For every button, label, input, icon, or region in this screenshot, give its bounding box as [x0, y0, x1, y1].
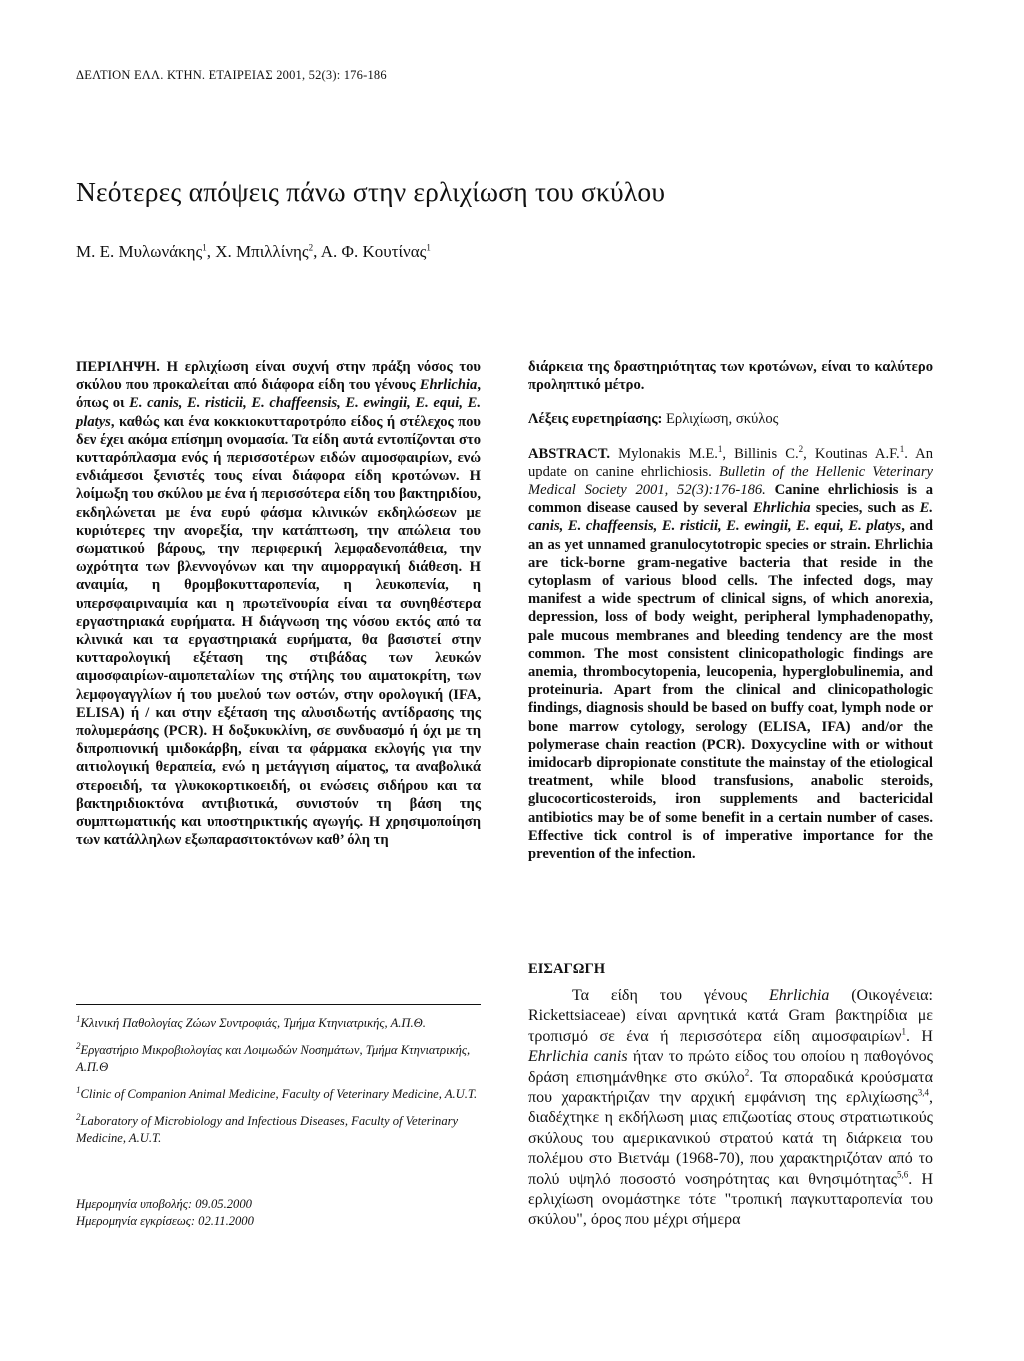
citation-marker: 5,6 [896, 1169, 909, 1180]
citation-author: , Koutinas A.F. [803, 445, 900, 462]
citation-author: Mylonakis M.E. [610, 445, 718, 462]
journal-reference: Bulletin of the Hellenic Veterinary Medical Society 2001, 52(3):176-186. [528, 463, 933, 499]
citation-marker: 1 [901, 1026, 906, 1037]
abstract-text: ΠΕΡΙΛΗΨΗ. Η ερλιχίωση είναι συχνή στην πράξη νόσος του σκύλου που προκαλείται από διάφορα είδη του γένους [76, 359, 481, 394]
footnote-text: Κλινική Παθολογίας Ζώων Συντροφιάς, Τμήμα Κτηνιατρικής, Α.Π.Θ. [80, 1016, 426, 1030]
affiliation-marker: 1 [899, 443, 905, 454]
species-name: Ehrlichia canis [528, 1048, 628, 1066]
citation-title: . An update on canine ehrlichiosis. [528, 445, 934, 480]
footnote-marker: 1 [76, 1084, 81, 1095]
greek-abstract [76, 358, 481, 849]
abstract-text: Canine ehrlichiosis is a common disease caused by several [528, 482, 933, 517]
species-list: E. canis, E. risticii, E. chaffeensis, E. ewingii, E. equi, E. platys [76, 395, 481, 430]
body-text: ήταν το πρώτο είδος του οποίου η παθογόνος δράση επισημάνθηκε στο σκύλο [528, 1048, 933, 1086]
footnote-text: Clinic of Companion Animal Medicine, Faculty of Veterinary Medicine, A.U.T. [80, 1087, 478, 1101]
author-separator: , [313, 242, 321, 261]
author-name: Μ. Ε. Μυλωνάκης [76, 242, 203, 261]
keywords [528, 410, 933, 428]
affiliation-marker: 2 [798, 443, 804, 454]
body-text: , διαδέχτηκε η εκδήλωση μιας επιζωοτίας στους στρατιωτικούς σκύλους του αμερικανικού στρατού κατά τη διάρκεια του πολέμου στο Βιετνάμ (1968-70), που χαρακτηριζόταν από το πολύ υψηλό ποσοστό νοσηρότητας και θνησιμότητας [528, 1089, 933, 1188]
species-list: E. canis, E. chaffeensis, E. risticii, E. ewingii, E. equi, E. platys [528, 500, 933, 535]
body-text: Τα είδη του γένους [572, 987, 769, 1004]
article-title: Νεότερες απόψεις πάνω στην ερλιχίωση του σκύλου [76, 176, 666, 207]
affiliation-marker: 1 [426, 242, 431, 253]
genus-name: Ehrlichia [768, 987, 830, 1004]
right-column [528, 358, 933, 863]
footnote-text: Εργαστήριο Μικροβιολογίας και Λοιμωδών Νοσημάτων, Τμήμα Κτηνιατρικής, Α.Π.Θ [76, 1043, 471, 1074]
abstract-text: , καθώς και ένα κοκκιοκυτταροτρόπο είδος ή στέλεχος που δεν έχει ακόμα επίσημη ονομασία. Τα είδη αυτά εντοπίζονται στο κυτταρόπλασμα ενός ή περισσοτέρων ειδών αιμοσφαιρίων, ενώ ενδιάμεσοι ξενιστές τους είναι διάφορα είδη κροτώνων. Η λοίμωξη του σκύλου με ένα ή περισσότερα είδη του βακτηριδίου, εκδηλώνεται με ένα ευρύ φάσμα κλινικών εκδηλώσεων με κυριότερες την ανορεξία, την κατάπτωση, την απώλεια του σωματικού βάρους, την περιφερική λεμφαδενοπάθεια, την ωχρότητα των βλεννογόνων και την αιμορραγική διάθεση. Η αναιμία, η θρομβοκυτταροπενία, η λευκοπενία, η υπερσφαιριναιμία και η πρωτεϊνουρία είναι τα συνηθέστερα εργαστηριακά ευρήματα. Η διάγνωση της νόσου εκτός από τα κλινικά και τα εργαστηριακά ευρήματα, θα βασιστεί στην κυτταρολογική εξέταση της στιβάδας των λευκών αιμοσφαιρίων-αιμοπεταλίων της στήλης του αιματοκρίτη, των λεμφογαγγλίων ή του μυελού των οστών, στην ορολογική (IFA, ELISA) ή / και στην εξέταση της αλυσιδωτής αντίδρασης της πολυμεράσης (PCR). Η δοξυκυκλίνη, σε συνδυασμό ή όχι με τη διπροπιονική ιμιδοκάρβη, είναι τα φάρμακα εκλογής για την αιτιολογική θεραπεία, ενώ η μετάγγιση αίματος, τα αναβολικά στεροειδή, τα γλυκοκορτικοειδή, οι ενώσεις σιδήρου και τα βακτηριδιοκτόνα αντιβιοτικά, συνιστούν τη βάση της συμπτωματικής και υποστηρικτικής αγωγής. Η χρησιμοποίηση των κατάλληλων εξωπαρασιτοκτόνων καθ’ όλη τη [76, 413, 481, 849]
section-heading-introduction: ΕΙΣΑΓΩΓΗ [528, 961, 606, 977]
footnote [76, 1086, 481, 1103]
body-text: . Τα σποραδικά κρούσματα που χαρακτήριζαν την αρχική εμφάνιση της ερλιχίωσης [528, 1068, 933, 1107]
citation-marker: 3,4 [917, 1087, 929, 1098]
introduction-body [528, 986, 933, 1231]
footnote [76, 1015, 481, 1032]
body-text: (Οικογένεια: Rickettsiaceae) είναι αρνητικά κατά Gram βακτηρίδια με τροπισμό σε ένα ή περισσότερα είδη αιμοσφαιρίων [528, 987, 933, 1045]
submission-dates [76, 1196, 254, 1230]
affiliation-marker: 1 [202, 242, 207, 253]
author-name: Χ. Μπιλλίνης [215, 242, 309, 261]
running-head: ΔΕΛΤΙΟΝ ΕΛΛ. ΚΤΗΝ. ΕΤΑΙΡΕΙΑΣ 2001, 52(3): 176-186 [76, 68, 387, 82]
accepted-date: Ημερομηνία εγκρίσεως: 02.11.2000 [76, 1214, 254, 1228]
author-list [76, 242, 431, 262]
abstract-text: , and an as yet unnamed granulocytotropic species or strain. Ehrlichia are tick-borne gram-negative bacteria that reside in the cytoplasm of various blood cells. The infected dogs, may manifest a wide spectrum of clinical signs, of which anorexia, depression, loss of body weight, peripheral lymphadenopathy, pale mucous membranes and bleeding tendency are the most common. The most consistent clinicopathologic findings are anemia, thrombocytopenia, leucopenia, hyperglobulinemia, and proteinuria. Apart from the clinical and clinicopathologic findings, diagnosis should be based on buffy coat, lymph node or bone marrow cytology, serology (ELISA, IFA) and/or the polymerase chain reaction (PCR). Doxycycline with or without imidocarb dipropionate constitute the mainstay of the etiological treatment, while blood transfusions, anabolic steroids, glucocorticosteroids, iron supplements and bactericidal antibiotics may be of some benefit in a certain number of cases. Effective tick control is of imperative importance for the prevention of the infection. [528, 518, 934, 863]
affiliation-marker: 1 [717, 443, 723, 454]
footnote-text: Laboratory of Microbiology and Infectious Diseases, Faculty of Veterinary Medicine, A.U.T. [76, 1114, 459, 1145]
keywords-label: Λέξεις ευρετηρίασης: [528, 411, 663, 428]
body-text: . Η ερλιχίωση ονομάστηκε τότε "τροπική παγκυτταροπενία του σκύλου", όρος που μέχρι σήμερα [528, 1170, 933, 1229]
introduction-paragraph [528, 986, 933, 1231]
citation-author: , Billinis C. [722, 445, 799, 462]
citation-marker: 2 [744, 1067, 750, 1078]
genus-name: Ehrlichia [419, 377, 478, 394]
footnote [76, 1042, 481, 1076]
body-text: . Η [905, 1027, 933, 1045]
genus-name: Ehrlichia [752, 500, 811, 517]
footnote-marker: 1 [76, 1013, 81, 1024]
abstract-text: species, such as [810, 500, 920, 517]
footnote-marker: 2 [76, 1040, 81, 1051]
footnotes [76, 1004, 481, 1157]
english-abstract-label: ABSTRACT. [528, 445, 611, 462]
author-name: Α. Φ. Κουτίνας [320, 242, 427, 261]
footnote-marker: 2 [76, 1111, 81, 1122]
keywords-value: Ερλιχίωση, σκύλος [662, 411, 779, 428]
submitted-date: Ημερομηνία υποβολής: 09.05.2000 [76, 1197, 252, 1211]
greek-abstract-continued: διάρκεια της δραστηριότητας των κροτώνων, είναι το καλύτερο προληπτικό μέτρο. [528, 359, 933, 394]
greek-abstract-text [76, 358, 481, 849]
affiliation-marker: 2 [308, 242, 314, 253]
abstract-text: , όπως οι [76, 377, 481, 412]
footnote [76, 1113, 481, 1147]
english-abstract [528, 445, 933, 864]
author-separator: , [206, 242, 216, 261]
